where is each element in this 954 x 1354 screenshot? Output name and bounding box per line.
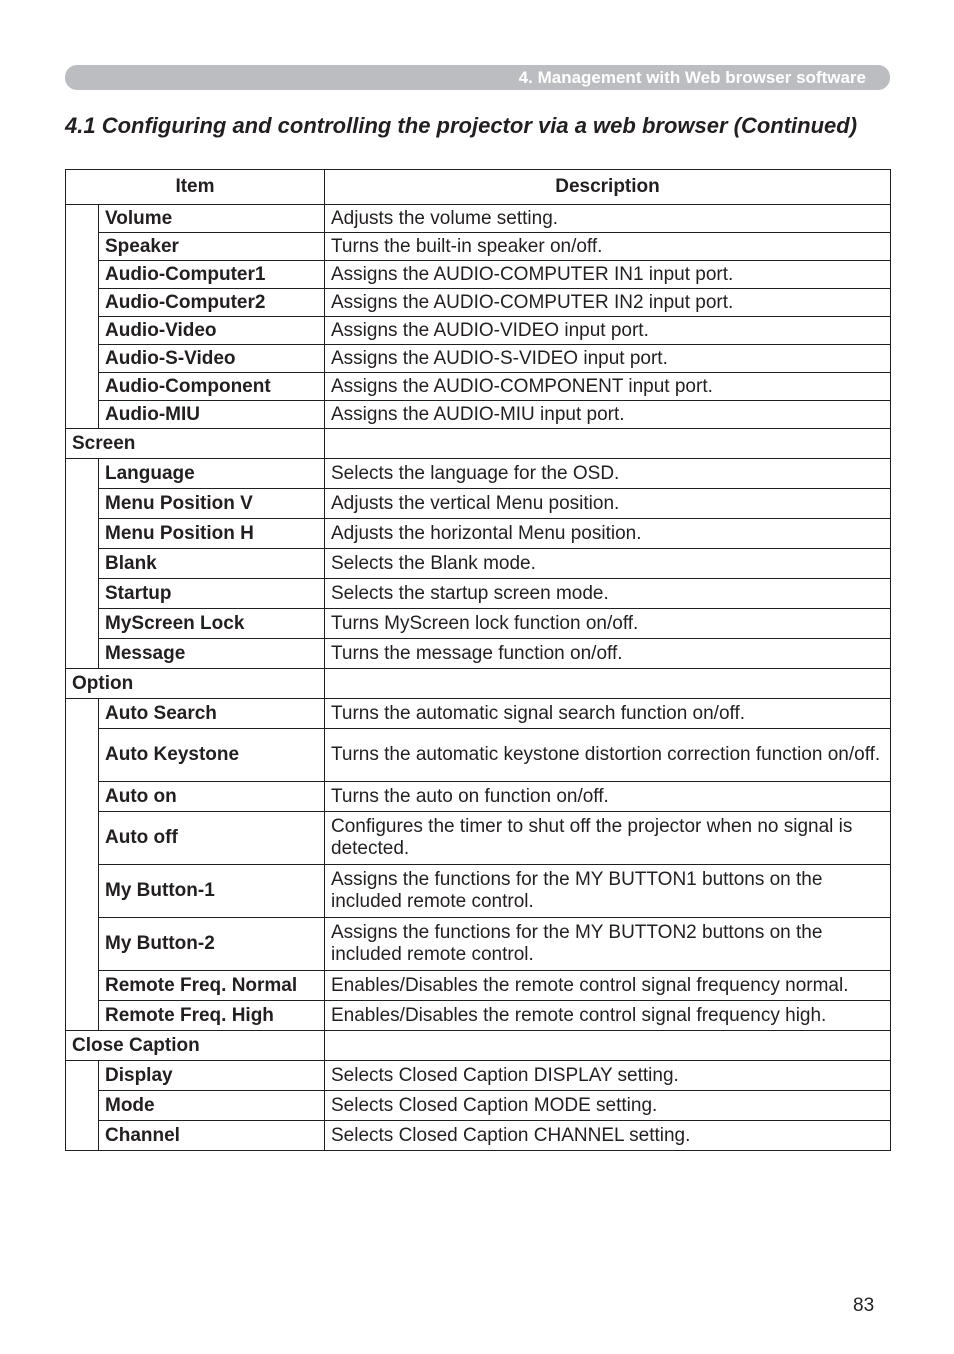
item-description: Turns MyScreen lock function on/off. [325, 609, 891, 639]
item-description: Turns the built-in speaker on/off. [325, 233, 891, 261]
item-name: Channel [99, 1121, 325, 1151]
table-row [66, 729, 891, 782]
description-column-header: Description [325, 170, 891, 205]
table-row [66, 1001, 891, 1031]
table-row [66, 971, 891, 1001]
table-row [66, 519, 891, 549]
item-name: Auto off [99, 812, 325, 865]
table-row [66, 639, 891, 669]
group-label-close-caption: Close Caption [66, 1031, 325, 1061]
item-description: Assigns the AUDIO-VIDEO input port. [325, 317, 891, 345]
item-name: Audio-Component [99, 373, 325, 401]
item-name: Menu Position H [99, 519, 325, 549]
item-name: Menu Position V [99, 489, 325, 519]
chapter-header-text: 4. Management with Web browser software [518, 68, 866, 87]
table-row [66, 261, 891, 289]
item-name: Audio-Computer2 [99, 289, 325, 317]
table-row [66, 812, 891, 865]
table-row [66, 317, 891, 345]
table-header-row [66, 170, 891, 205]
group-label-screen: Screen [66, 429, 325, 459]
item-name: Blank [99, 549, 325, 579]
item-description: Selects the language for the OSD. [325, 459, 891, 489]
table-row [66, 401, 891, 429]
item-description: Assigns the functions for the MY BUTTON1 buttons on the included remote control. [325, 865, 891, 918]
group-header-row [66, 669, 891, 699]
item-description: Assigns the AUDIO-COMPUTER IN1 input port. [325, 261, 891, 289]
table-row [66, 1061, 891, 1091]
item-description: Turns the automatic signal search function on/off. [325, 699, 891, 729]
item-name: My Button-2 [99, 918, 325, 971]
table-row [66, 609, 891, 639]
item-name: Auto Search [99, 699, 325, 729]
table-row [66, 865, 891, 918]
table-row [66, 1121, 891, 1151]
item-description: Assigns the AUDIO-S-VIDEO input port. [325, 345, 891, 373]
item-name: Mode [99, 1091, 325, 1121]
table-row [66, 549, 891, 579]
item-description: Selects Closed Caption MODE setting. [325, 1091, 891, 1121]
item-description: Selects Closed Caption CHANNEL setting. [325, 1121, 891, 1151]
item-description: Enables/Disables the remote control signal frequency high. [325, 1001, 891, 1031]
table-row [66, 459, 891, 489]
item-name: Audio-Video [99, 317, 325, 345]
item-description: Enables/Disables the remote control signal frequency normal. [325, 971, 891, 1001]
table-row [66, 205, 891, 233]
table-row [66, 345, 891, 373]
table-row [66, 918, 891, 971]
item-description: Selects the startup screen mode. [325, 579, 891, 609]
table-row [66, 699, 891, 729]
item-name: Speaker [99, 233, 325, 261]
group-indent-cell [66, 205, 99, 429]
table-row [66, 782, 891, 812]
item-description: Turns the message function on/off. [325, 639, 891, 669]
group-header-row [66, 429, 891, 459]
item-column-header: Item [66, 170, 325, 205]
item-name: Audio-Computer1 [99, 261, 325, 289]
group-header-row [66, 1031, 891, 1061]
item-name: MyScreen Lock [99, 609, 325, 639]
group-label-option: Option [66, 669, 325, 699]
group-empty-description [325, 669, 891, 699]
item-name: Audio-MIU [99, 401, 325, 429]
item-description: Assigns the AUDIO-COMPUTER IN2 input port. [325, 289, 891, 317]
chapter-header-bar [65, 65, 890, 90]
page-number: 83 [853, 1295, 875, 1316]
item-name: Auto Keystone [99, 729, 325, 782]
table-row [66, 1091, 891, 1121]
item-description: Turns the automatic keystone distortion correction function on/off. [325, 729, 891, 782]
table-row [66, 579, 891, 609]
item-description: Selects the Blank mode. [325, 549, 891, 579]
item-name: My Button-1 [99, 865, 325, 918]
table-row [66, 289, 891, 317]
group-empty-description [325, 1031, 891, 1061]
item-description: Configures the timer to shut off the projector when no signal is detected. [325, 812, 891, 865]
item-description: Adjusts the volume setting. [325, 205, 891, 233]
section-title: 4.1 Configuring and controlling the projector via a web browser (Continued) [65, 113, 858, 138]
group-indent-cell [66, 1061, 99, 1151]
item-name: Message [99, 639, 325, 669]
item-description: Assigns the functions for the MY BUTTON2 buttons on the included remote control. [325, 918, 891, 971]
group-indent-cell [66, 699, 99, 1031]
table-row [66, 489, 891, 519]
item-description: Adjusts the horizontal Menu position. [325, 519, 891, 549]
item-description: Assigns the AUDIO-COMPONENT input port. [325, 373, 891, 401]
table-row [66, 233, 891, 261]
item-name: Remote Freq. High [99, 1001, 325, 1031]
item-name: Volume [99, 205, 325, 233]
item-description: Selects Closed Caption DISPLAY setting. [325, 1061, 891, 1091]
item-name: Audio-S-Video [99, 345, 325, 373]
item-description: Assigns the AUDIO-MIU input port. [325, 401, 891, 429]
item-name: Startup [99, 579, 325, 609]
group-indent-cell [66, 459, 99, 669]
group-empty-description [325, 429, 891, 459]
table-row [66, 373, 891, 401]
item-description: Turns the auto on function on/off. [325, 782, 891, 812]
item-name: Auto on [99, 782, 325, 812]
item-name: Language [99, 459, 325, 489]
item-name: Remote Freq. Normal [99, 971, 325, 1001]
item-description: Adjusts the vertical Menu position. [325, 489, 891, 519]
item-name: Display [99, 1061, 325, 1091]
settings-table [65, 169, 891, 1151]
